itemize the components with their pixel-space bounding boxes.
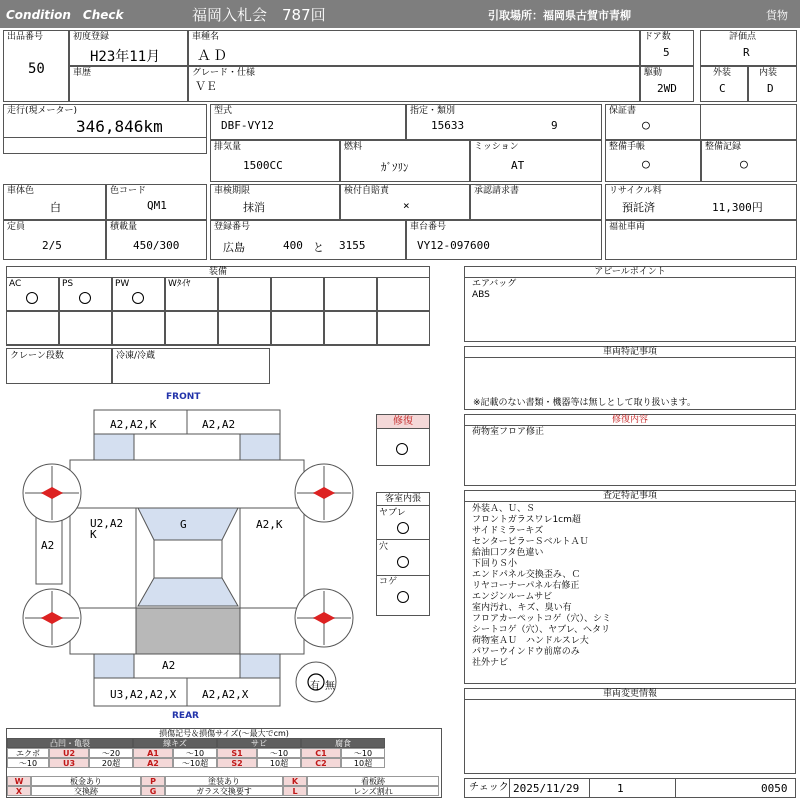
- burn-label: コゲ: [379, 577, 398, 587]
- hole-mark: [397, 556, 409, 571]
- transmission-cell: [470, 140, 602, 182]
- model: DBF-VY12: [221, 119, 274, 132]
- doors-cell: [640, 30, 694, 66]
- interior-damage-box: [376, 492, 430, 616]
- equipment-title: 装備: [7, 267, 429, 278]
- fuel: ｶﾞｿﾘﾝ: [381, 161, 409, 174]
- legend-code-cell: G: [141, 786, 165, 796]
- legend-code-cell: L: [283, 786, 307, 796]
- equipment-item-label: PS: [62, 279, 74, 289]
- grade: ＶＥ: [195, 80, 217, 93]
- legend-code-cell: 板金あり: [31, 776, 141, 786]
- note-line: フロアカーペットコゲ（穴）、シミ: [472, 614, 612, 624]
- recycle-status: 預託済: [622, 201, 655, 214]
- legend-cell: S2: [217, 758, 257, 768]
- self-insurance: ×: [403, 199, 410, 212]
- exterior: C: [719, 82, 726, 95]
- mileage-label: 走行(現メーター): [7, 106, 78, 116]
- body-color-label: 車体色: [7, 186, 35, 196]
- equipment-item-label: Wﾀｲﾔ: [168, 279, 191, 289]
- repair-mark: [396, 443, 408, 458]
- recycle-cell: [605, 184, 797, 220]
- note-line: 外装Ａ、Ｕ、Ｓ: [472, 504, 536, 514]
- note-line: センターピラーＳベルトＡＵ: [472, 537, 589, 547]
- exterior-cell: [700, 66, 748, 102]
- legend-code-cell: W: [7, 776, 31, 786]
- capacity-label: 定員: [7, 222, 26, 232]
- damage-roof: G: [180, 518, 187, 531]
- note-line: 下回りＳ小: [472, 559, 518, 569]
- legend-code-cell: ガラス交換要す: [165, 786, 283, 796]
- legend-cell: U2: [49, 748, 89, 758]
- doors-label: ドア数: [644, 32, 671, 42]
- drive-cell: [640, 66, 694, 102]
- note-line: ABS: [472, 290, 490, 300]
- history-label: 車歴: [73, 68, 92, 78]
- transmission-label: ミッション: [474, 142, 519, 152]
- check-date: 2025/11/29: [513, 782, 580, 795]
- reg-kana: と: [313, 241, 324, 254]
- note-line: エンジンルームサビ: [472, 592, 553, 602]
- fuel-label: 燃料: [344, 142, 363, 152]
- note-line: サイドミラーキズ: [472, 526, 544, 536]
- note-line: 社外ナビ: [472, 658, 509, 668]
- car-name: ＡＤ: [197, 48, 229, 64]
- designation: 15633: [431, 119, 465, 132]
- legend-cell: C1: [301, 748, 341, 758]
- crane-label: クレーン段数: [10, 351, 64, 361]
- interior-cell: [748, 66, 797, 102]
- damage-right-door: A2,K: [256, 518, 283, 531]
- maintenance-book: ○: [642, 157, 650, 172]
- auction-name: 福岡入札会 787回: [192, 6, 326, 24]
- appeal-lines: [465, 278, 795, 302]
- damage-left-door: U2,A2 K: [90, 517, 124, 541]
- legend-cell: A2: [133, 758, 173, 768]
- tire-front-right: [295, 464, 353, 522]
- note-line: 室内汚れ、キズ、臭い有: [472, 603, 572, 613]
- legend-cell: 〜10: [257, 748, 301, 758]
- inspection-expiry: 抹消: [243, 201, 265, 214]
- load-capacity: 450/300: [133, 239, 180, 252]
- check-code: 0050: [761, 782, 788, 795]
- spare-none-label: 無: [325, 681, 335, 692]
- front-label: FRONT: [166, 392, 201, 402]
- legend-cell: C2: [301, 758, 341, 768]
- warranty-cell: [605, 104, 797, 140]
- legend-title: 損傷記号＆損傷サイズ(〜最大でcm): [7, 729, 441, 739]
- check-label: チェック: [469, 782, 509, 793]
- first-registration: H23年11月: [90, 49, 161, 65]
- displacement: 1500CC: [243, 159, 283, 172]
- approval-cell: [470, 184, 602, 220]
- reg-class: 400: [283, 239, 303, 252]
- rear-label: REAR: [172, 711, 199, 721]
- welfare-cell: [605, 220, 797, 260]
- note-line: エンドパネル交換歪み、Ｃ: [472, 570, 581, 580]
- score-label: 評価点: [729, 32, 757, 42]
- body-color: 白: [50, 201, 61, 214]
- tire-rear-right: [295, 589, 353, 647]
- color-code: QM1: [147, 199, 167, 212]
- tear-mark: [397, 522, 409, 537]
- legend-group-header: サビ: [217, 738, 301, 748]
- tire-front-left: [23, 464, 81, 522]
- legend-group-header: 線キズ: [133, 738, 217, 748]
- inspection-label: 車検期限: [214, 186, 251, 196]
- legend-code-cell: レンズ割れ: [307, 786, 439, 796]
- spare-label: 有: [310, 681, 320, 692]
- lot-number: 50: [28, 61, 45, 77]
- legend-cell: S1: [217, 748, 257, 758]
- legend-code-cell: 看板跡: [307, 776, 439, 786]
- drive: 2WD: [657, 82, 677, 95]
- designation-label: 指定・類別: [410, 106, 456, 116]
- vehicle-category: 貨物: [766, 9, 788, 22]
- repair-mark-box: [376, 414, 430, 466]
- tire-rear-left: [23, 589, 81, 647]
- recycle-fee: 11,300円: [712, 201, 763, 214]
- category-number: 9: [551, 119, 558, 132]
- reg-number: 3155: [339, 239, 366, 252]
- note-line: リヤコーナーパネル右修正: [472, 581, 580, 591]
- check-row: [464, 778, 796, 798]
- capacity: 2/5: [42, 239, 62, 252]
- reg-area: 広島: [223, 241, 245, 254]
- maintenance-record: ○: [740, 157, 748, 172]
- changes-title: 車両変更情報: [465, 689, 795, 700]
- note-line: シートコゲ（穴）、ヤブレ、ヘタリ: [472, 625, 611, 635]
- damage-rear-center: A2: [162, 659, 176, 672]
- welfare-label: 福祉車両: [609, 222, 646, 232]
- equipment-item-label: AC: [9, 279, 22, 289]
- chassis-number: VY12-097600: [417, 239, 490, 252]
- special-note: ※記載のない書類・機器等は無しとして取り扱います。: [473, 398, 696, 408]
- legend-cell: A1: [133, 748, 173, 758]
- legend-cell: 〜10超: [173, 758, 217, 768]
- score-cell: [700, 30, 797, 66]
- damage-front-left: A2,A2,K: [110, 418, 157, 431]
- repair-title: 修復内容: [465, 415, 795, 426]
- special-notes-section: [464, 346, 796, 410]
- legend-cell: 20超: [89, 758, 133, 768]
- chassis-label: 車台番号: [410, 222, 447, 232]
- warranty-label: 保証書: [609, 106, 637, 116]
- maint-record-label: 整備記録: [705, 142, 742, 152]
- reg-no-label: 登録番号: [214, 222, 251, 232]
- note-line: フロントガラスワレ1cm超: [472, 515, 581, 525]
- lot-number-label: 出品番号: [7, 32, 44, 42]
- vehicle-changes-section: [464, 688, 796, 774]
- pickup-location: 引取場所：福岡県古賀市青柳: [488, 9, 631, 22]
- load-label: 積載量: [110, 222, 138, 232]
- legend-cell: 〜20: [89, 748, 133, 758]
- legend-group-header: 腐食: [301, 738, 385, 748]
- legend-cell: 10超: [341, 758, 385, 768]
- note-line: 荷物室フロア修正: [472, 427, 545, 437]
- repair-lines: [465, 426, 795, 439]
- warranty: ○: [642, 118, 650, 133]
- self-insp-label: 検付自賠責: [344, 186, 390, 196]
- repair-mark-title: 修復: [377, 415, 429, 429]
- maintenance-record-cell: [701, 140, 797, 182]
- legend-code-cell: X: [7, 786, 31, 796]
- special-title: 車両特記事項: [465, 347, 795, 358]
- legend-cell: 〜10: [7, 758, 49, 768]
- interior-label: 内装: [759, 68, 778, 78]
- legend-group-header: 凸凹・亀裂: [7, 738, 133, 748]
- equipment-item-label: PW: [115, 279, 130, 289]
- interior: D: [767, 82, 774, 95]
- model-label: 型式: [214, 106, 233, 116]
- legend-cell: 10超: [257, 758, 301, 768]
- mileage: 346,846km: [76, 117, 163, 136]
- recycle-label: リサイクル料: [609, 186, 662, 196]
- first-reg-label: 初度登録: [73, 32, 110, 42]
- legend-code-cell: P: [141, 776, 165, 786]
- damage-front-right: A2,A2: [202, 418, 236, 431]
- legend-cell: エクボ: [7, 748, 49, 758]
- note-line: エアバッグ: [472, 279, 517, 289]
- legend-code-cell: 交換跡: [31, 786, 141, 796]
- maint-book-label: 整備手帳: [609, 142, 646, 152]
- damage-left-side: A2: [41, 539, 55, 552]
- damage-rear-right: A2,A2,X: [202, 688, 249, 701]
- drive-label: 駆動: [644, 68, 663, 78]
- assessment-notes-section: [464, 490, 796, 684]
- tear-label: ヤブレ: [379, 508, 406, 518]
- damage-rear-left: U3,A2,A2,X: [110, 688, 177, 701]
- legend-code-cell: K: [283, 776, 307, 786]
- hole-label: 穴: [379, 542, 389, 552]
- approval-label: 承認請求書: [474, 186, 520, 196]
- check-number: 1: [617, 782, 624, 795]
- color-code-label: 色コード: [110, 186, 147, 196]
- refrig-label: 冷凍/冷蔵: [116, 351, 156, 361]
- appeal-title: アピールポイント: [465, 267, 795, 278]
- appeal-section: [464, 266, 796, 342]
- assessment-lines: [465, 502, 795, 671]
- maintenance-book-cell: [605, 140, 701, 182]
- note-line: 荷物室ＡＵ ハンドルスレ大: [472, 636, 589, 646]
- legend-cell: U3: [49, 758, 89, 768]
- interior-damage-title: 客室内張: [377, 493, 429, 506]
- header-title: Condition Check: [6, 8, 124, 22]
- repair-content-section: [464, 414, 796, 486]
- transmission: AT: [511, 159, 525, 172]
- legend-cell: 〜10: [173, 748, 217, 758]
- exterior-label: 外装: [713, 68, 732, 78]
- displacement-label: 排気量: [214, 142, 242, 152]
- legend-cell: 〜10: [341, 748, 385, 758]
- burn-mark: [397, 591, 409, 606]
- assessment-title: 査定特記事項: [465, 491, 795, 502]
- legend-code-cell: 塗装あり: [165, 776, 283, 786]
- grade-label: グレード・仕様: [192, 68, 256, 78]
- car-name-label: 車種名: [192, 32, 220, 42]
- score: R: [743, 46, 750, 59]
- note-line: 給油口フタ色違い: [472, 548, 544, 558]
- doors: 5: [663, 46, 670, 59]
- note-line: パワーウインドウ前席のみ: [472, 647, 580, 657]
